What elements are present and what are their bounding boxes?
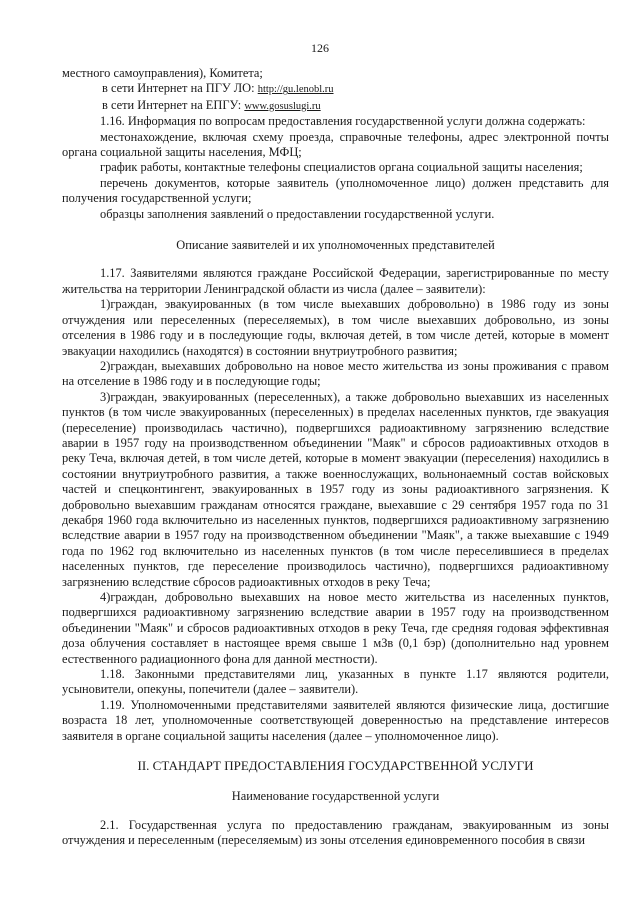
paragraph: 1.16. Информация по вопросам предоставления государственной услуги должна содержать:	[100, 114, 586, 129]
chapter-heading: II. СТАНДАРТ ПРЕДОСТАВЛЕНИЯ ГОСУДАРСТВЕННОЙ УСЛУГИ	[137, 758, 534, 774]
paragraph	[62, 81, 609, 97]
paragraph-text: в сети Интернет на ПГУ ЛО:	[102, 81, 255, 96]
paragraph: 3)граждан, эвакуированных (переселенных), а также добровольно выехавших из населенных пунктов (в том числе эвакуированных (переселенных) в пределах населенных пунктов, где эвакуация (переселение) производилась частично), подвергшихся радиоактивному загрязнению вследствие аварии в 1957 году на производственном объединении "Маяк" и сбросов радиоактивных отходов в реку Теча, включая детей, в том числе детей, которые в момент эвакуации (переселения) находились в состоянии внутриутробного развития, а также военнослужащих, вольнонаемный состав войсковых частей и спецконтингент, эвакуированных в 1957 году из зоны радиоактивного загрязнения. К добровольно выехавшим гражданам относятся граждане, выехавшие с 29 сентября 1957 года по 31 декабря 1960 года включительно из населенных пунктов, подвергшихся радиоактивному загрязнению вследствие аварии в 1957 году на производственном объединении "Маяк", а также выехавшие с 1949 года по 1962 год включительно из населенных пунктов (в том числе переселившиеся в пределах населенных пунктов, где переселение производилось частично), подвергшихся радиоактивному загрязнению вследствие сбросов радиоактивных отходов в реку Теча;	[62, 389, 609, 589]
paragraph: 2)граждан, выехавших добровольно на новое место жительства из зоны проживания с правом на отселение в 1986 году и в последующие годы;	[62, 358, 609, 389]
paragraph: 1.19. Уполномоченными представителями заявителей являются физические лица, достигшие возраста 18 лет, уполномоченные соответствующей доверенностью на представление интересов заявителя в органе социальной защиты населения (далее – уполномоченное лицо).	[62, 697, 609, 743]
paragraph: 1.17. Заявителями являются граждане Российской Федерации, зарегистрированные по месту жительства на территории Ленинградской области из числа (далее – заявители):	[62, 266, 609, 296]
paragraph-text: в сети Интернет на ЕПГУ:	[102, 97, 242, 112]
link-gosuslugi[interactable]: www.gosuslugi.ru	[244, 100, 321, 112]
paragraph: образцы заполнения заявлений о предоставлении государственной услуги.	[100, 206, 495, 221]
link-gu-lenobl[interactable]: http://gu.lenobl.ru	[257, 84, 334, 96]
paragraph	[62, 98, 609, 114]
section-heading: Наименование государственной услуги	[231, 789, 440, 804]
paragraph: 4)граждан, добровольно выехавших на новое место жительства из населенных пунктов, подвергшихся радиоактивному загрязнению вследствие аварии в 1957 году на производственном объединении "Маяк" и сбросов радиоактивных отходов в реку Теча, где средняя годовая эффективная доза облучения составляет в настоящее время свыше 1 мЗв (0,1 бэр) (дополнительно над уровнем естественного радиационного фона для данной местности).	[62, 590, 609, 666]
page-number: 126	[311, 41, 329, 55]
paragraph: график работы, контактные телефоны специалистов органа социальной защиты населения;	[100, 160, 583, 175]
paragraph: 2.1. Государственная услуга по предоставлению гражданам, эвакуированным из зоны отчуждения и переселенным (переселяемым) из зоны отселения единовременного пособия в связи	[62, 817, 609, 848]
paragraph: 1.18. Законными представителями лиц, указанных в пункте 1.17 являются родители, усыновители, опекуны, попечители (далее – заявители).	[62, 667, 609, 697]
paragraph: 1)граждан, эвакуированных (в том числе выехавших добровольно) в 1986 году из зоны отчуждения или переселенных (переселяемых), в том числе выехавших добровольно, из зоны отселения в 1986 году и в последующие годы, включая детей, в том числе детей, которые в момент эвакуации находились (находятся) в состоянии внутриутробного развития;	[62, 297, 609, 358]
paragraph: перечень документов, которые заявитель (уполномоченное лицо) должен представить для получения государственной услуги;	[62, 175, 609, 206]
paragraph: местонахождение, включая схему проезда, справочные телефоны, адрес электронной почты органа социальной защиты населения, МФЦ;	[62, 129, 609, 160]
document-body	[62, 66, 609, 849]
section-heading: Описание заявителей и их уполномоченных представителей	[176, 238, 495, 253]
paragraph: местного самоуправления), Комитета;	[62, 66, 263, 80]
